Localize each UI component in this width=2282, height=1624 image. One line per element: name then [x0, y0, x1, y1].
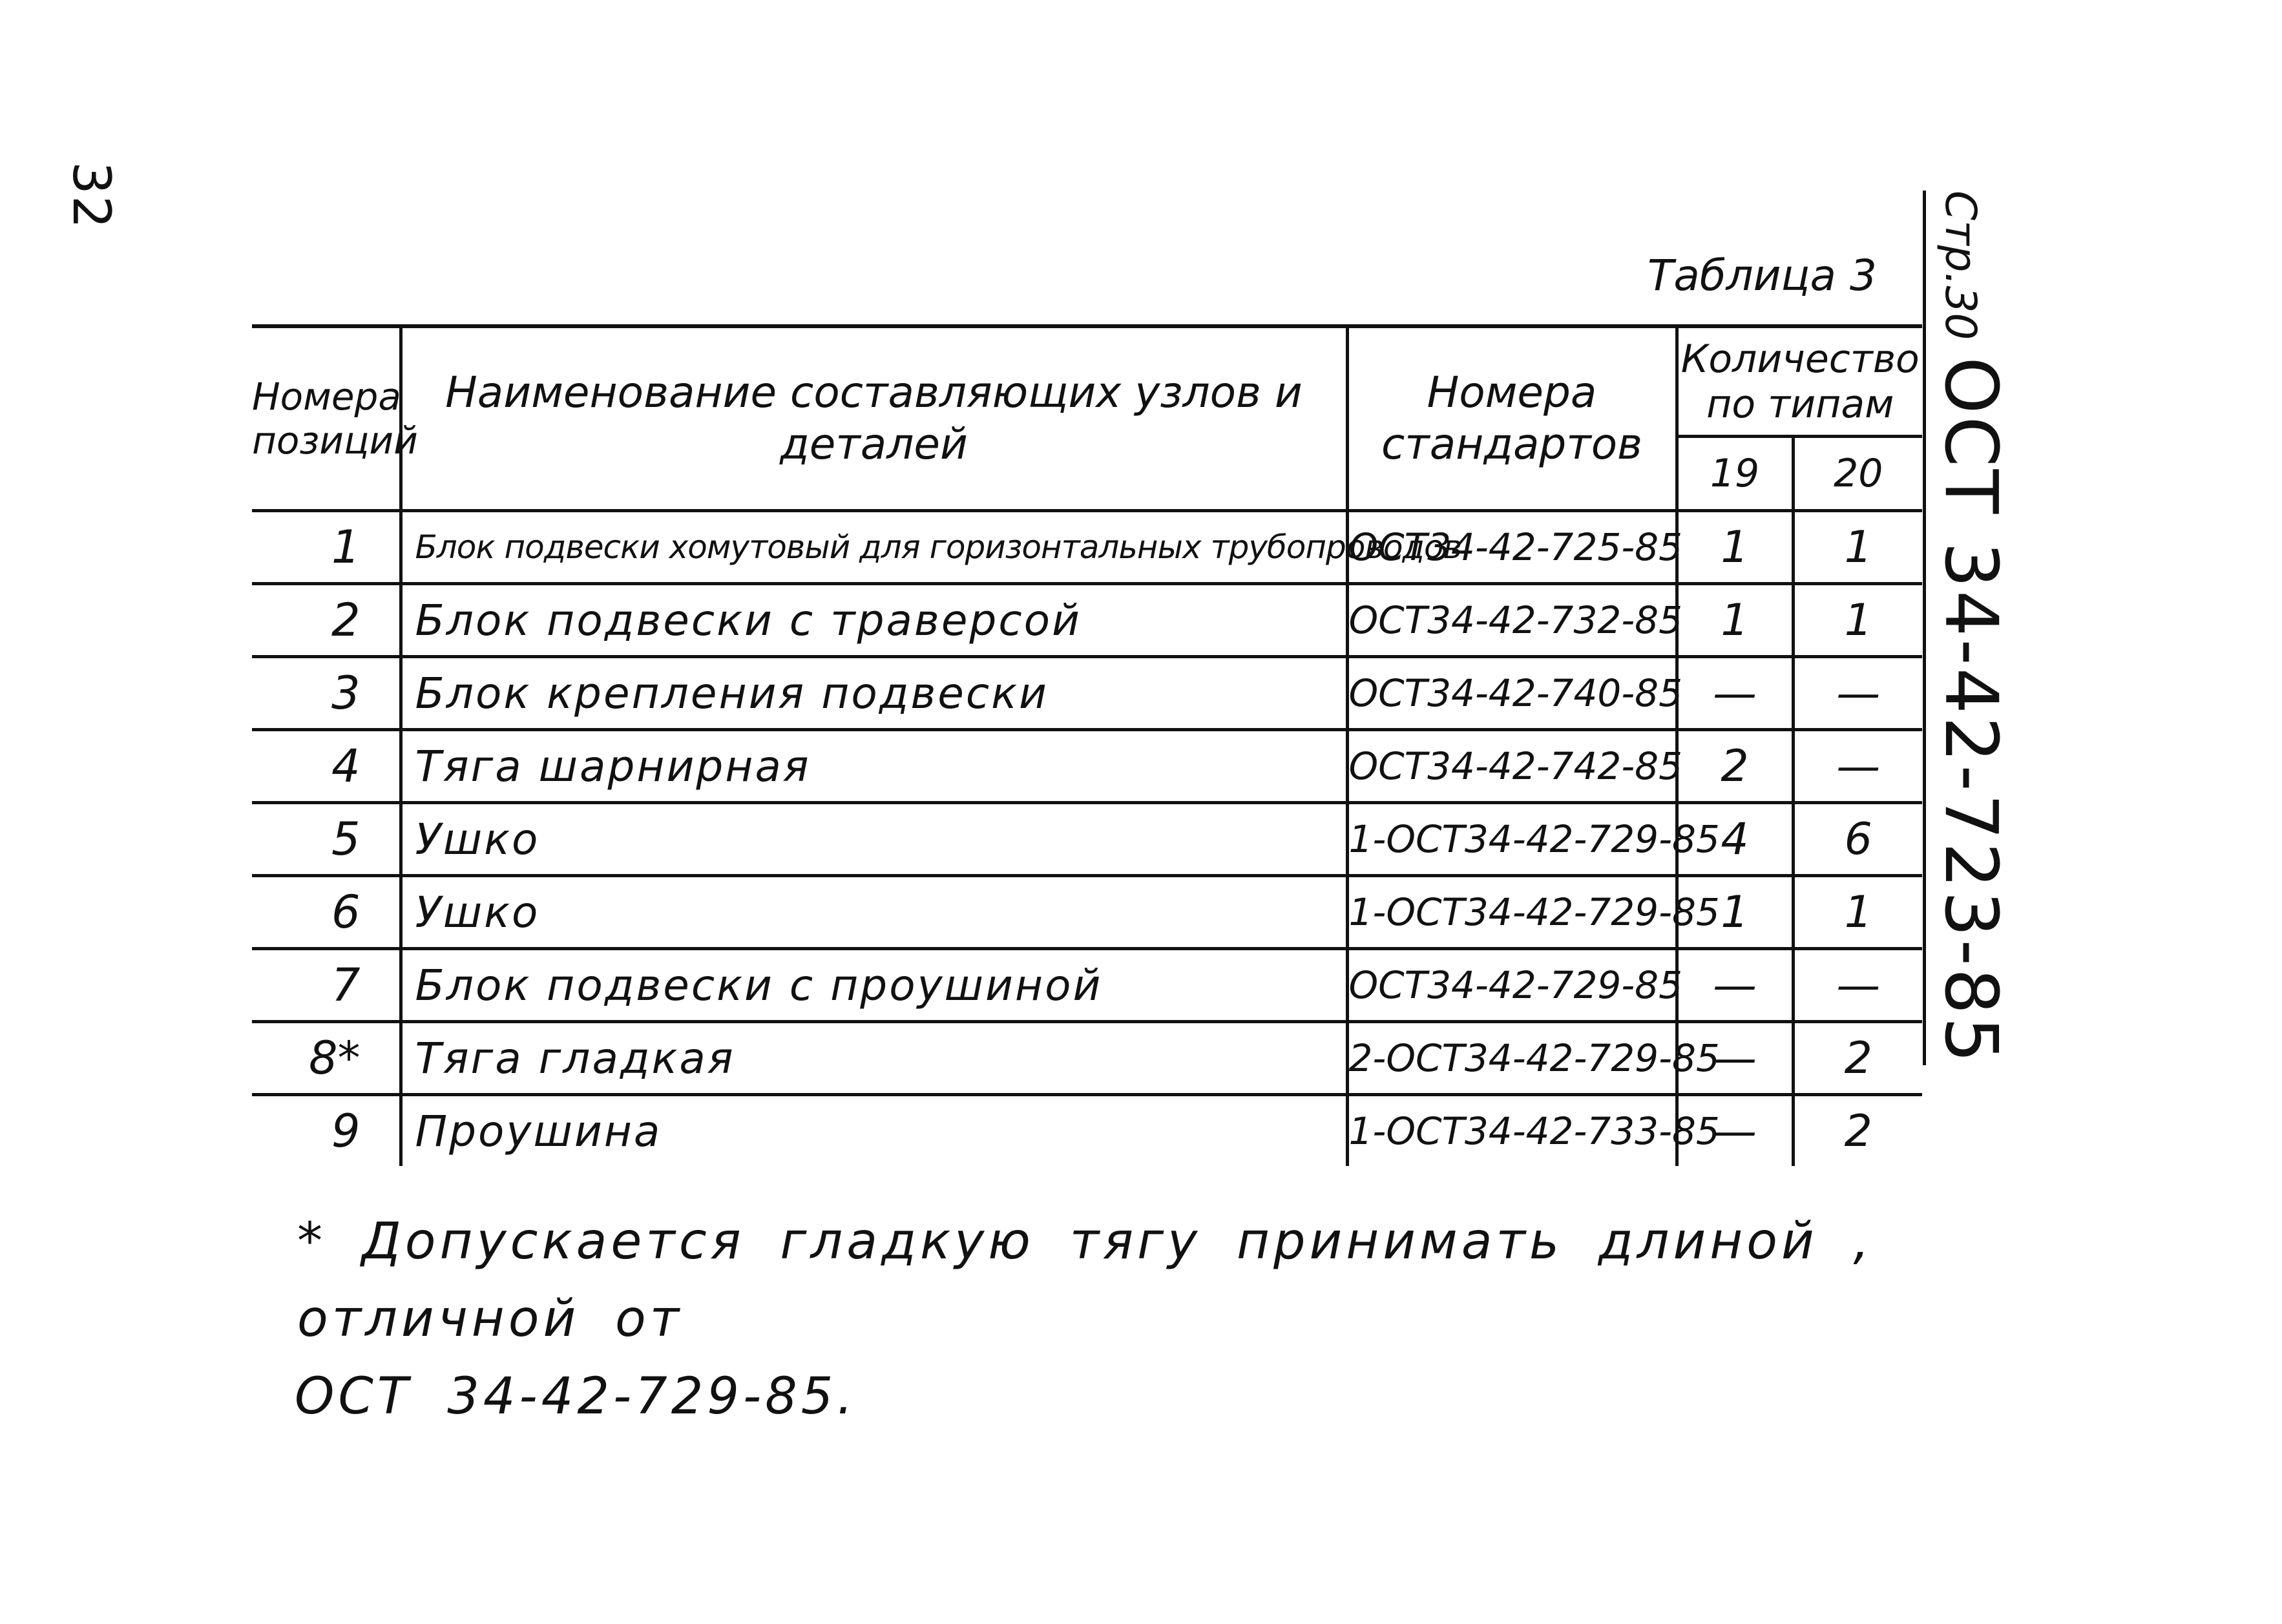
header-type-20: 20 — [1834, 451, 1883, 496]
cell-standard: ОСТ34-42-732-85 — [1347, 584, 1677, 657]
stamp-doc-code: ОСТ 34-42-723-85 — [1929, 357, 2013, 1066]
cell-position: 9 — [252, 1095, 401, 1167]
cell-qty-20: — — [1793, 730, 1922, 803]
cell-name: Ушко — [401, 803, 1347, 876]
cell-position: 2 — [252, 584, 401, 657]
table-row — [252, 730, 1922, 803]
cell-standard: 2-ОСТ34-42-729-85 — [1347, 1022, 1677, 1095]
cell-qty-19: — — [1677, 949, 1793, 1022]
header-name: Наименование составляющих узлов и деталей — [401, 326, 1347, 511]
table-caption: Таблица 3 — [1648, 251, 1877, 300]
cell-qty-20: 2 — [1793, 1095, 1922, 1167]
cell-position: 6 — [252, 876, 401, 949]
cell-qty-19: 1 — [1677, 876, 1793, 949]
table-footnote — [297, 1203, 1880, 1435]
cell-position: 1 — [252, 511, 401, 584]
cell-name: Тяга шарнирная — [401, 730, 1347, 803]
cell-qty-20: — — [1793, 657, 1922, 730]
cell-name: Ушко — [401, 876, 1347, 949]
cell-position: 5 — [252, 803, 401, 876]
cell-name: Тяга гладкая — [401, 1022, 1347, 1095]
table-row — [252, 803, 1922, 876]
table-row — [252, 949, 1922, 1022]
cell-qty-20: 6 — [1793, 803, 1922, 876]
table-row — [252, 876, 1922, 949]
document-stamp — [1923, 191, 2013, 1065]
header-position: Номера позиций — [252, 326, 401, 511]
cell-qty-19: — — [1677, 1022, 1793, 1095]
table-row — [252, 511, 1922, 584]
cell-name: Блок подвески с траверсой — [401, 584, 1347, 657]
cell-position: 8* — [252, 1022, 401, 1095]
cell-qty-20: 2 — [1793, 1022, 1922, 1095]
cell-standard: ОСТ34-42-742-85 — [1347, 730, 1677, 803]
cell-name: Блок крепления подвески — [401, 657, 1347, 730]
cell-name: Блок подвески хомутовый для горизонтальных трубопроводов — [401, 511, 1347, 584]
cell-qty-19: 2 — [1677, 730, 1793, 803]
cell-position: 7 — [252, 949, 401, 1022]
cell-name: Блок подвески с проушиной — [401, 949, 1347, 1022]
cell-qty-19: 1 — [1677, 584, 1793, 657]
table-row — [252, 1022, 1922, 1095]
table-row — [252, 584, 1922, 657]
page-number: 32 — [61, 161, 121, 230]
cell-position: 3 — [252, 657, 401, 730]
cell-position: 4 — [252, 730, 401, 803]
cell-qty-20: 1 — [1793, 511, 1922, 584]
cell-standard: 1-ОСТ34-42-729-85 — [1347, 876, 1677, 949]
footnote-line-2: ОСТ 34-42-729-85. — [295, 1368, 857, 1426]
cell-qty-20: — — [1793, 949, 1922, 1022]
header-quantity: Количество по типам — [1677, 326, 1922, 437]
cell-name: Проушина — [401, 1095, 1347, 1167]
table-row — [252, 657, 1922, 730]
cell-standard: ОСТ34-42-725-85 — [1347, 511, 1677, 584]
header-type-19: 19 — [1677, 437, 1793, 511]
header-standard: Номера стандартов — [1347, 326, 1677, 511]
components-table — [252, 324, 1922, 1166]
cell-standard: ОСТ34-42-729-85 — [1347, 949, 1677, 1022]
cell-qty-19: — — [1677, 657, 1793, 730]
cell-standard: 1-ОСТ34-42-733-85 — [1347, 1095, 1677, 1167]
cell-qty-19: 4 — [1677, 803, 1793, 876]
table-row — [252, 1095, 1922, 1167]
stamp-page-ref: Стр.30 — [1936, 191, 1985, 340]
cell-standard: 1-ОСТ34-42-729-85 — [1347, 803, 1677, 876]
cell-standard: ОСТ34-42-740-85 — [1347, 657, 1677, 730]
footnote-line-1: * Допускается гладкую тягу принимать длиной , отличной от — [297, 1213, 1874, 1348]
cell-qty-20: 1 — [1793, 876, 1922, 949]
cell-qty-20: 1 — [1793, 584, 1922, 657]
cell-qty-19: — — [1677, 1095, 1793, 1167]
cell-qty-19: 1 — [1677, 511, 1793, 584]
